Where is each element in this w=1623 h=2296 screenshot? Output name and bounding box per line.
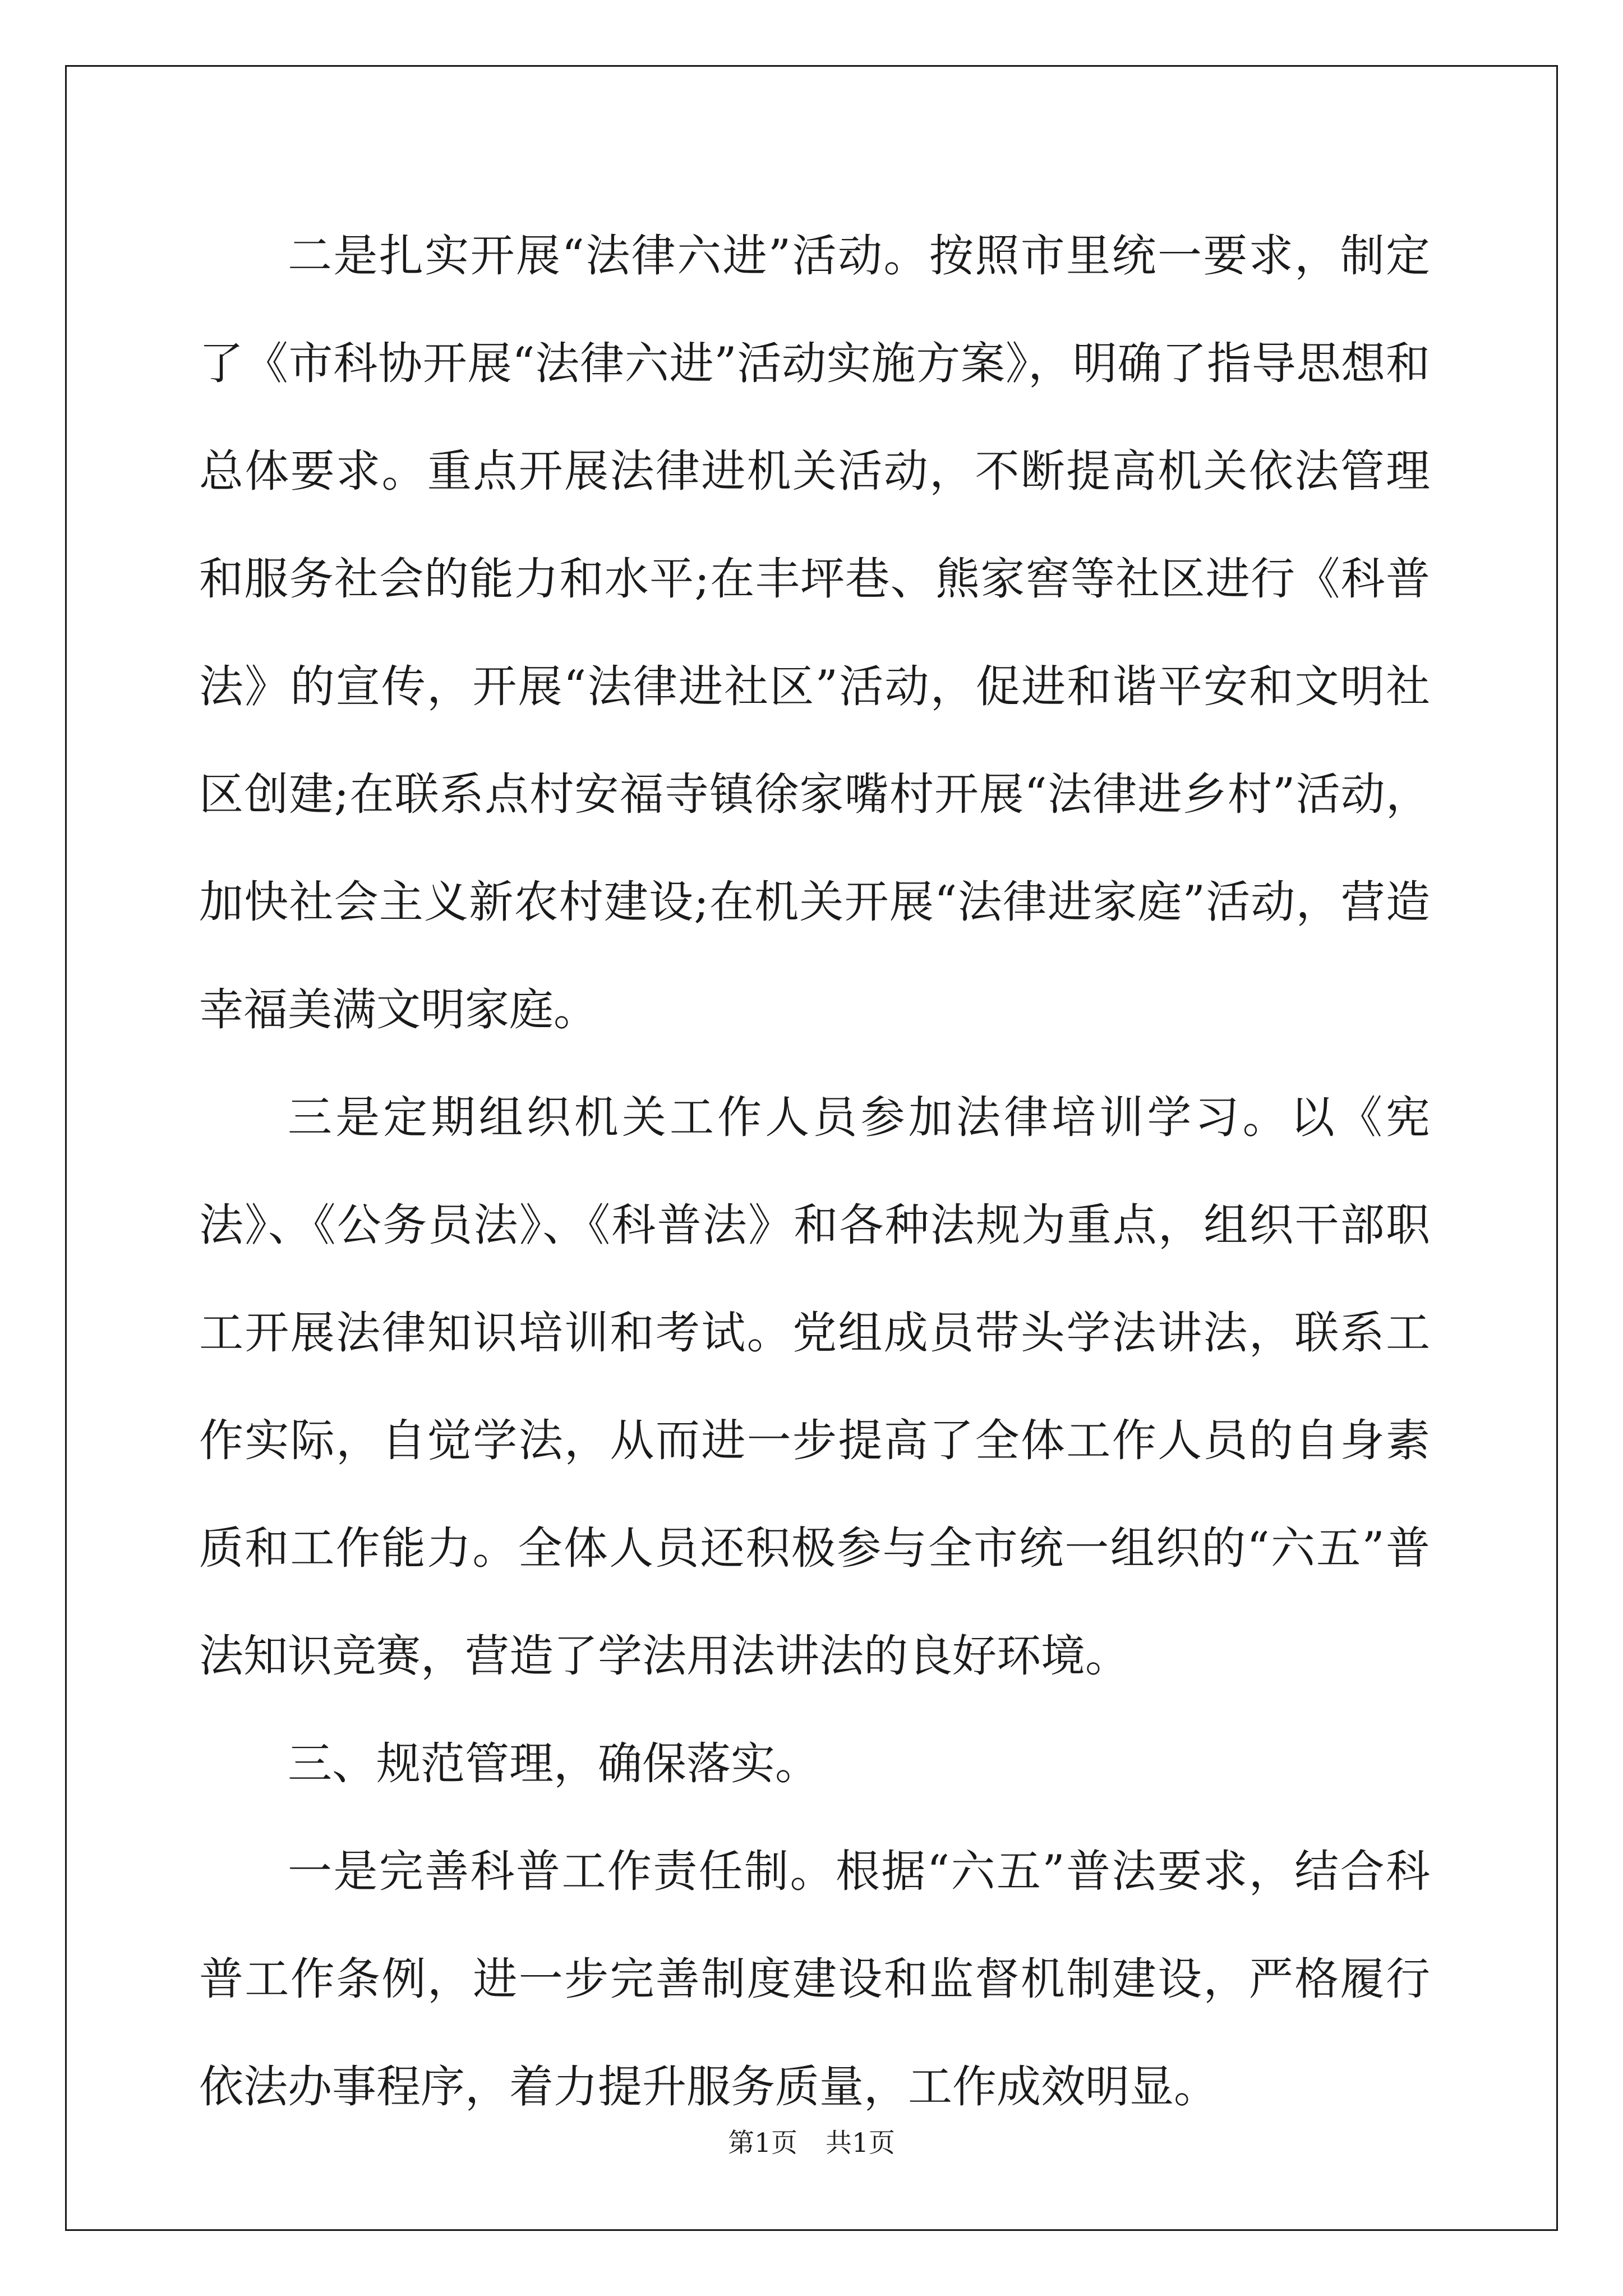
- paragraph-responsibility-system: 一是完善科普工作责任制。根据“六五”普法要求，结合科普工作条例，进一步完善制度建设和监督机制建设，严格履行依法办事程序，着力提升服务质量，工作成效明显。: [199, 1846, 1430, 2113]
- document-body: [199, 202, 1430, 2141]
- page-number: 第1页: [728, 2128, 797, 2159]
- paragraph-legal-training: 三是定期组织机关工作人员参加法律培训学习。以《宪法》、《公务员法》、《科普法》和各种法规为重点，组织干部职工开展法律知识培训和考试。党组成员带头学法讲法，联系工作实际，自觉学法，从而进一步提高了全体工作人员的自身素质和工作能力。全体人员还积极参与全市统一组织的“六五”普法知识竞赛，营造了学法用法讲法的良好环境。: [199, 1092, 1430, 1682]
- paragraph-legal-six-entries: 二是扎实开展“法律六进”活动。按照市里统一要求，制定了《市科协开展“法律六进”活动实施方案》，明确了指导思想和总体要求。重点开展法律进机关活动，不断提高机关依法管理和服务社会的能力和水平;在丰坪巷、熊家窖等社区进行《科普法》的宣传，开展“法律进社区”活动，促进和谐平安和文明社区创建;在联系点村安福寺镇徐家嘴村开展“法律进乡村”活动，加快社会主义新农村建设;在机关开展“法律进家庭”活动，营造幸福美满文明家庭。: [199, 230, 1430, 1036]
- total-pages: 共1页: [826, 2128, 895, 2159]
- page-footer: [0, 2122, 1623, 2160]
- section-heading-standard-management: 三、规范管理，确保落实。: [288, 1738, 819, 1789]
